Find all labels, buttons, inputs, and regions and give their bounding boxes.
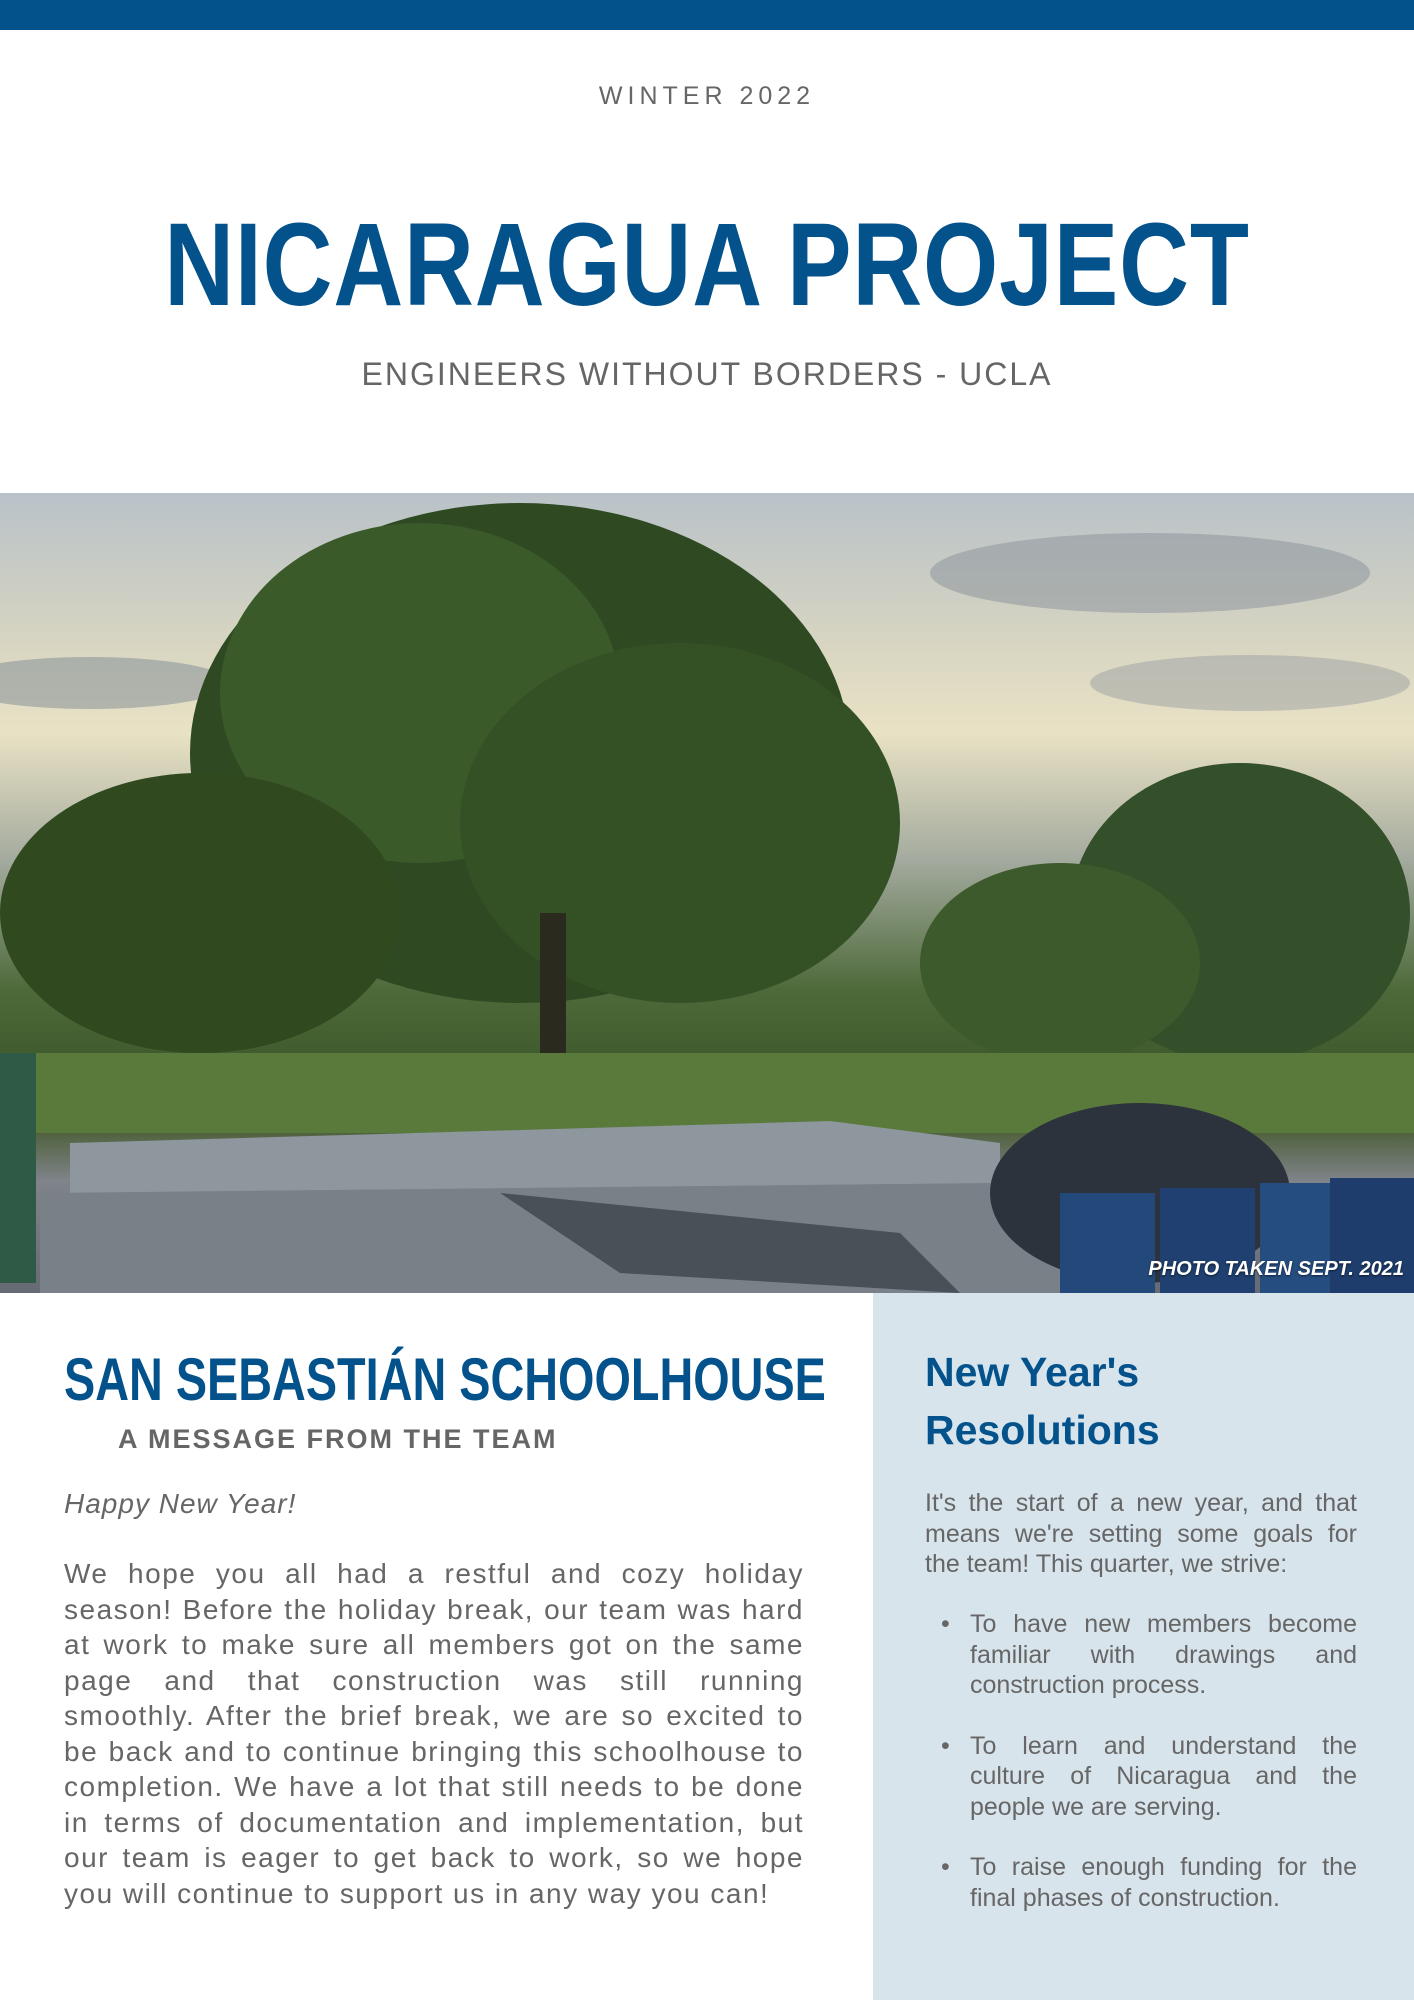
site-photo xyxy=(0,493,1414,1293)
issue-season: WINTER 2022 xyxy=(598,82,816,110)
article-heading: SAN SEBASTIÁN SCHOOLHOUSE xyxy=(64,1346,826,1413)
newsletter-title: NICARAGUA PROJECT xyxy=(164,199,1250,331)
site-photo-illustration xyxy=(0,493,1414,1293)
sidebar-heading-line2: Resolutions xyxy=(925,1407,1160,1453)
bullet-icon: • xyxy=(941,1610,950,1638)
list-item xyxy=(925,1609,1357,1701)
article-greeting: Happy New Year! xyxy=(64,1488,297,1519)
list-item xyxy=(925,1731,1357,1823)
resolutions-list xyxy=(925,1609,1357,1943)
resolution-text: To raise enough funding for the final phases of construction. xyxy=(970,1853,1357,1912)
resolution-text: To learn and understand the culture of Nicaragua and the people we are serving. xyxy=(970,1731,1357,1821)
bullet-icon: • xyxy=(941,1853,950,1881)
newsletter-subtitle: ENGINEERS WITHOUT BORDERS - UCLA xyxy=(361,356,1053,392)
sidebar-heading xyxy=(925,1343,1365,1459)
sidebar-heading-line1: New Year's xyxy=(925,1349,1140,1395)
resolution-text: To have new members become familiar with drawings and construction process. xyxy=(970,1610,1357,1699)
article-subheading: A MESSAGE FROM THE TEAM xyxy=(118,1424,558,1454)
article-body: We hope you all had a restful and cozy holiday season! Before the holiday break, our team was hard at work to make sure all members got on the same page and that construction was still running smoothly. After the brief break, we are so excited to be back and to continue bringing this schoolhouse to completion. We have a lot that still needs to be done in terms of documentation and implementation, but our team is eager to get back to work, so we hope you will continue to support us in any way you can! xyxy=(64,1558,804,1909)
photo-caption: PHOTO TAKEN SEPT. 2021 xyxy=(1148,1258,1404,1280)
sidebar-intro: It's the start of a new year, and that means we're setting some goals for the team! This quarter, we strive: xyxy=(925,1489,1357,1578)
bullet-icon: • xyxy=(941,1731,950,1760)
list-item xyxy=(925,1852,1357,1913)
top-accent-bar xyxy=(0,0,1414,30)
